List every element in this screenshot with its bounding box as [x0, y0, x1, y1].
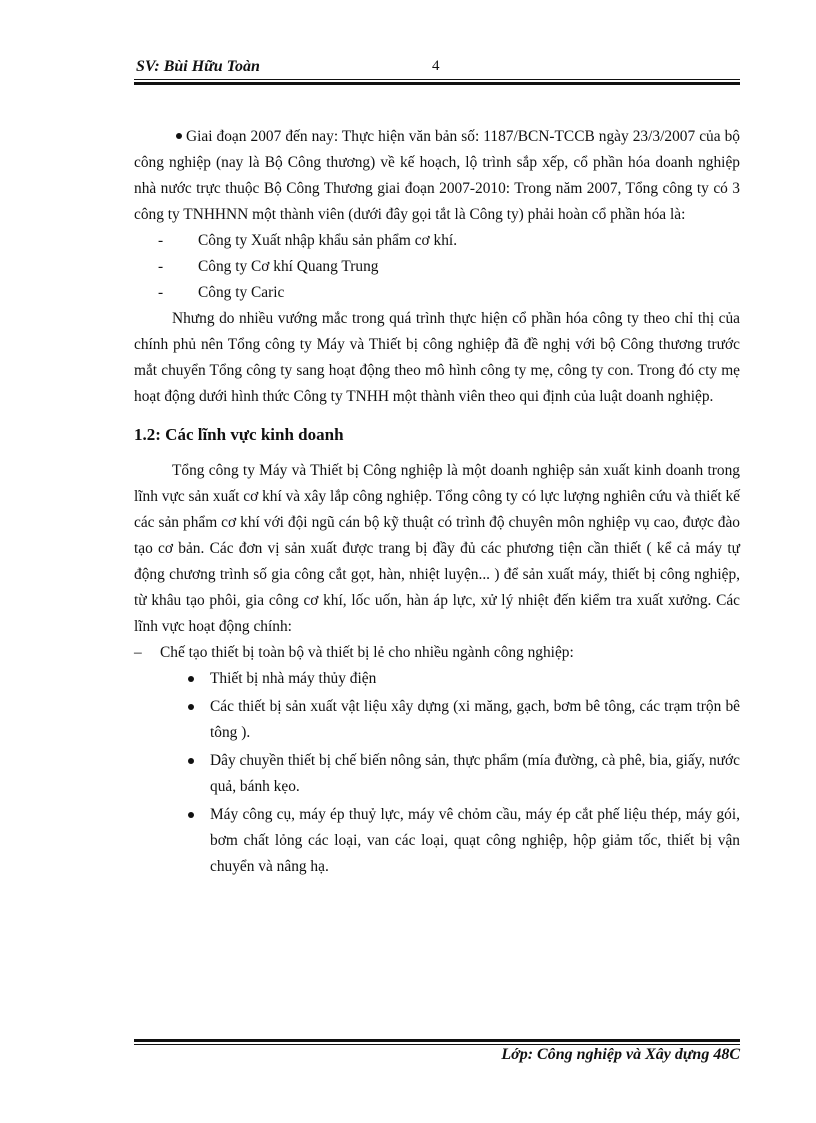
list-item: Các thiết bị sản xuất vật liệu xây dựng (xi măng, gạch, bơm bê tông, các trạm trộn bê tông ).	[134, 694, 740, 746]
list-item: Máy công cụ, máy ép thuỷ lực, máy vê chỏm cầu, máy ép cắt phế liệu thép, máy gói, bơm chất lỏng các loại, van các loại, quạt công nghiệp, hộp giảm tốc, thiết bị vận chuyển và nâng hạ.	[134, 802, 740, 880]
restructure-paragraph: Nhưng do nhiều vướng mắc trong quá trình thực hiện cổ phần hóa công ty theo chỉ thị của chính phủ nên Tổng công ty Máy và Thiết bị công nghiệp đã đề nghị với bộ Công thương trước mắt chuyển Tổng công ty sang hoạt động theo mô hình công ty mẹ, công ty con. Trong đó cty mẹ hoạt động dưới hình thức Công ty TNHH một thành viên theo qui định của luật doanh nghiệp.	[134, 310, 740, 405]
bullet-icon	[188, 812, 194, 818]
footer-class-label: Lớp: Công nghiệp và Xây dựng 48C	[501, 1046, 740, 1063]
header-rule-thick	[134, 82, 740, 85]
intro-paragraph: Giai đoạn 2007 đến nay: Thực hiện văn bản số: 1187/BCN-TCCB ngày 23/3/2007 của bộ công nghiệp (nay là Bộ Công thương) về kế hoạch, lộ trình sắp xếp, cổ phần hóa doanh nghiệp nhà nước trực thuộc Bộ Công Thương giai đoạn 2007-2010: Trong năm 2007, Tổng công ty có 3 công ty TNHHNN một thành viên (dưới đây gọi tắt là Công ty) phải hoàn cổ phần hóa là:	[134, 128, 740, 223]
business-paragraph: Tổng công ty Máy và Thiết bị Công nghiệp là một doanh nghiệp sản xuất kinh doanh trong lĩnh vực sản xuất cơ khí và xây lắp công nghiệp. Tổng công ty có lực lượng nghiên cứu và thiết kế các sản phẩm cơ khí với đội ngũ cán bộ kỹ thuật có trình độ chuyên môn nghiệp vụ cao, được đào tạo cơ bản. Các đơn vị sản xuất được trang bị đầy đủ các phương tiện cần thiết ( kể cả máy tự động chương trình số gia công cắt gọt, hàn, nhiệt luyện... ) để sản xuất máy, thiết bị công nghiệp, từ khâu tạo phôi, gia công cơ khí, lốc uốn, hàn áp lực, xử lý nhiệt đến kiểm tra xuất xưởng. Các lĩnh vực hoạt động chính:	[134, 462, 740, 635]
dash-mark: -	[158, 258, 164, 275]
document-body	[134, 124, 740, 882]
page-number: 4	[432, 58, 440, 74]
bullet-icon	[188, 758, 194, 764]
product-list	[134, 666, 740, 880]
activity-line: – Chế tạo thiết bị toàn bộ và thiết bị lẻ cho nhiều ngành công nghiệp:	[134, 640, 740, 666]
dash-mark: -	[158, 232, 164, 249]
list-item: Dây chuyền thiết bị chế biến nông sản, thực phẩm (mía đường, cà phê, bia, giấy, nước quả, bánh kẹo.	[134, 748, 740, 800]
footer-rule-thin	[134, 1044, 740, 1045]
company-list	[134, 228, 740, 306]
list-item: - Công ty Caric	[134, 280, 740, 306]
list-item: - Công ty Xuất nhập khẩu sản phẩm cơ khí.	[134, 228, 740, 254]
footer-rule-thick	[134, 1039, 740, 1042]
bullet-icon	[188, 704, 194, 710]
list-item: Thiết bị nhà máy thủy điện	[134, 666, 740, 692]
bullet-icon	[176, 133, 182, 139]
dash-mark: –	[134, 644, 142, 661]
dash-mark: -	[158, 284, 164, 301]
header-rule-thin	[134, 79, 740, 80]
list-item: - Công ty Cơ khí Quang Trung	[134, 254, 740, 280]
section-heading: 1.2: Các lĩnh vực kinh doanh	[134, 425, 344, 444]
bullet-icon	[188, 676, 194, 682]
author-name: SV: Bùi Hữu Toàn	[136, 58, 260, 75]
